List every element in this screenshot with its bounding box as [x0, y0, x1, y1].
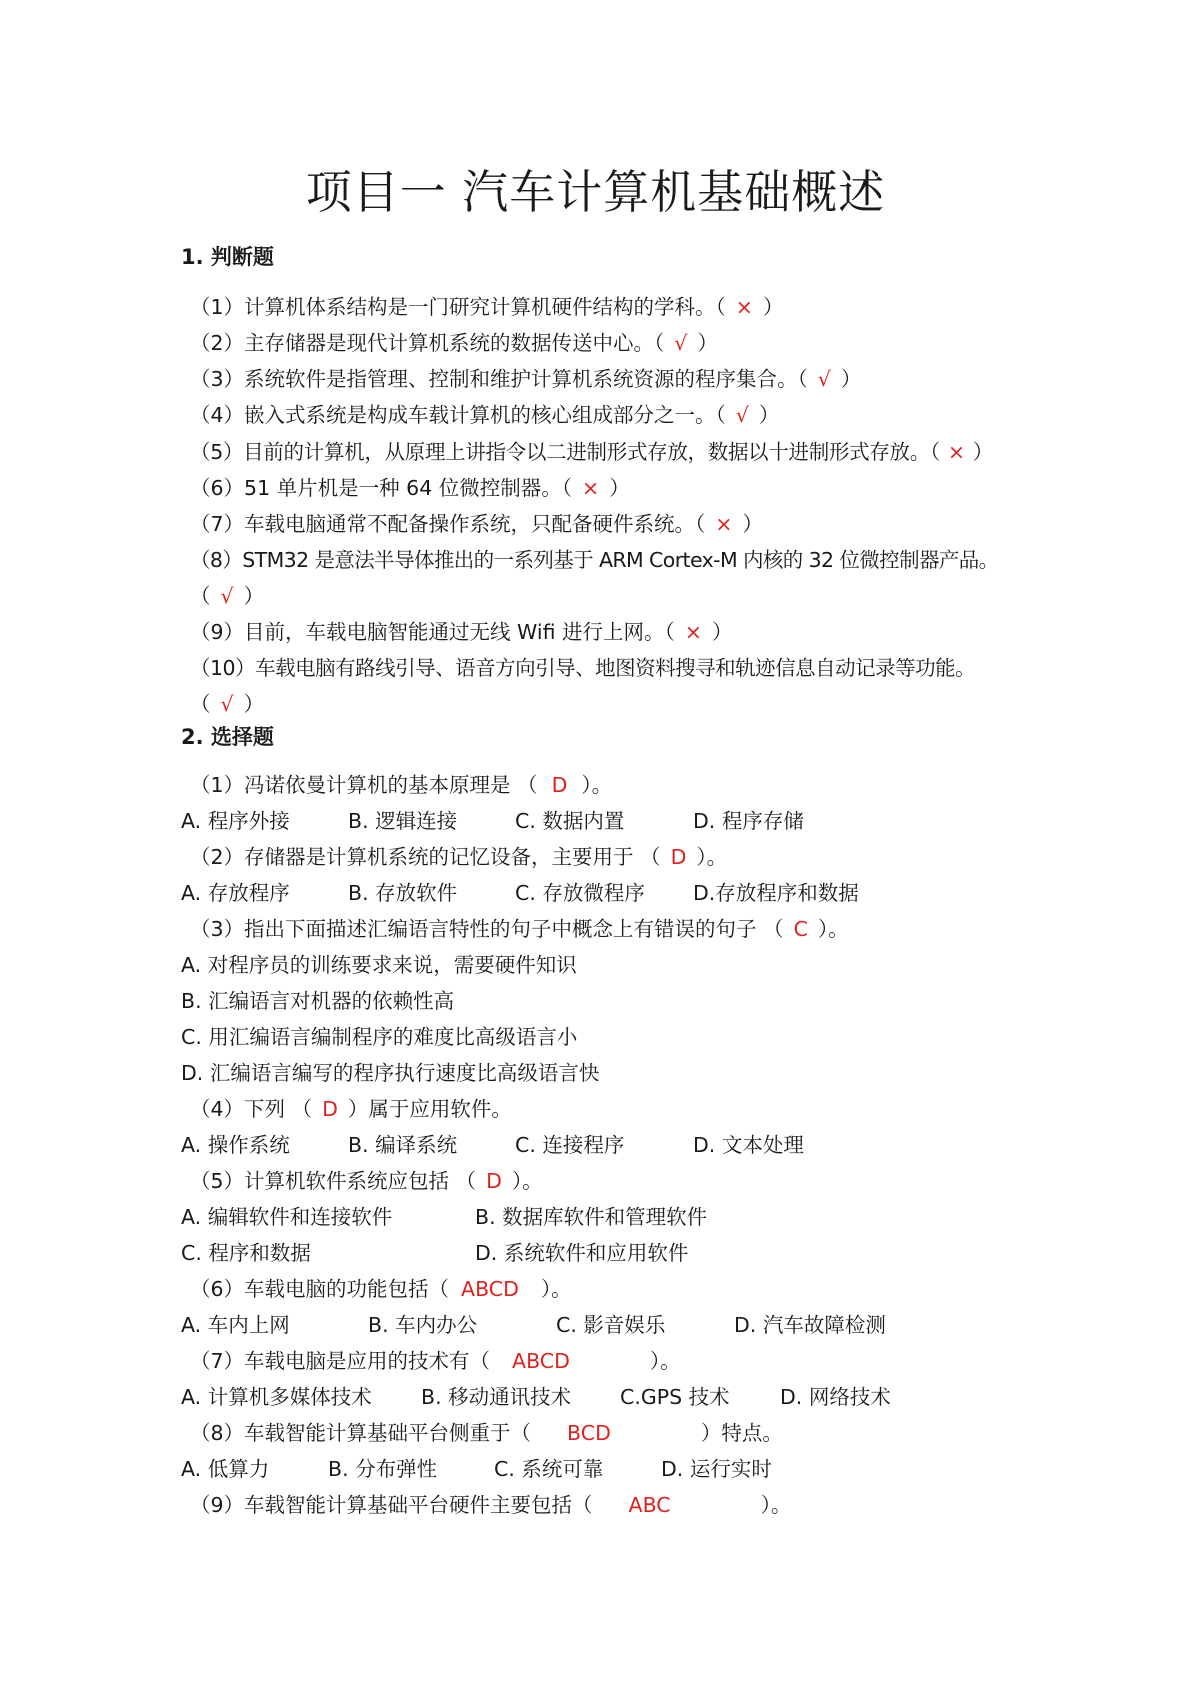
mc-question-6: （6）车载电脑的功能包括（ ABCD ）。: [190, 1277, 572, 1301]
mc6-option-c: C. 影音娱乐: [556, 1313, 666, 1337]
mc-question-3: （3）指出下面描述汇编语言特性的句子中概念上有错误的句子 （ C ）。: [190, 917, 849, 941]
mc2-option-c: C. 存放微程序: [515, 881, 645, 905]
tf-item-6: （6）51 单片机是一种 64 位微控制器。（ × ）: [190, 476, 630, 500]
mc8-option-d: D. 运行实时: [661, 1457, 772, 1481]
tf-item-3: （3）系统软件是指管理、控制和维护计算机系统资源的程序集合。（ √ ）: [190, 367, 862, 391]
mc2-option-d: D.存放程序和数据: [693, 881, 859, 905]
mc4-option-a: A. 操作系统: [181, 1133, 290, 1157]
tf-item-7: （7）车载电脑通常不配备操作系统，只配备硬件系统。（ × ）: [190, 512, 763, 536]
tf-item-9: （9）目前，车载电脑智能通过无线 Wifi 进行上网。（ × ）: [190, 620, 733, 644]
mc1-option-b: B. 逻辑连接: [348, 809, 458, 833]
answer-mark: ×: [947, 440, 965, 464]
tf-item-8-answer: （ √ ）: [190, 584, 265, 608]
mc1-option-a: A. 程序外接: [181, 809, 290, 833]
mc-question-4: （4）下列 （ D ）属于应用软件。: [190, 1097, 512, 1121]
answer-mark: ×: [715, 512, 733, 536]
mc5-option-c: C. 程序和数据: [181, 1241, 311, 1265]
mc3-option-c: C. 用汇编语言编制程序的难度比高级语言小: [181, 1025, 578, 1049]
answer-mark: √: [674, 331, 688, 355]
tf-item-10-answer: （ √ ）: [190, 692, 265, 716]
mc2-option-a: A. 存放程序: [181, 881, 290, 905]
answer-mark: ABC: [628, 1493, 671, 1517]
answer-mark: D: [486, 1169, 502, 1193]
mc-question-5: （5）计算机软件系统应包括 （ D ）。: [190, 1169, 543, 1193]
answer-mark: D: [551, 773, 568, 797]
mc7-option-c: C.GPS 技术: [620, 1385, 730, 1409]
mc8-option-b: B. 分布弹性: [328, 1457, 438, 1481]
answer-mark: ×: [684, 620, 702, 644]
tf-item-8: （8）STM32 是意法半导体推出的一系列基于 ARM Cortex-M 内核的 32 位微控制器产品。: [190, 548, 999, 572]
answer-mark: ×: [582, 476, 600, 500]
mc4-option-d: D. 文本处理: [693, 1133, 804, 1157]
mc1-option-c: C. 数据内置: [515, 809, 625, 833]
mc-question-1: （1）冯诺依曼计算机的基本原理是 （ D ）。: [190, 773, 613, 797]
mc4-option-b: B. 编译系统: [348, 1133, 458, 1157]
mc8-option-a: A. 低算力: [181, 1457, 270, 1481]
answer-mark: BCD: [567, 1421, 611, 1445]
mc3-option-a: A. 对程序员的训练要求来说，需要硬件知识: [181, 953, 577, 977]
answer-mark: C: [793, 917, 808, 941]
answer-mark: ABCD: [512, 1349, 570, 1373]
answer-mark: √: [220, 584, 234, 608]
section-heading-multiple-choice: 2. 选择题: [181, 725, 274, 749]
mc6-option-d: D. 汽车故障检测: [734, 1313, 886, 1337]
answer-mark: D: [670, 845, 687, 869]
mc7-option-a: A. 计算机多媒体技术: [181, 1385, 372, 1409]
mc1-option-d: D. 程序存储: [693, 809, 804, 833]
mc6-option-b: B. 车内办公: [368, 1313, 478, 1337]
mc-question-2: （2）存储器是计算机系统的记忆设备，主要用于 （ D ）。: [190, 845, 728, 869]
tf-item-5: （5）目前的计算机，从原理上讲指令以二进制形式存放，数据以十进制形式存放。（ × ）: [190, 440, 993, 464]
mc3-option-b: B. 汇编语言对机器的依赖性高: [181, 989, 455, 1013]
answer-mark: ×: [735, 295, 753, 319]
tf-item-10: （10）车载电脑有路线引导、语音方向引导、地图资料搜寻和轨迹信息自动记录等功能。: [190, 656, 976, 680]
mc5-option-b: B. 数据库软件和管理软件: [475, 1205, 708, 1229]
section-heading-true-false: 1. 判断题: [181, 245, 274, 269]
mc6-option-a: A. 车内上网: [181, 1313, 290, 1337]
answer-mark: √: [735, 403, 749, 427]
mc2-option-b: B. 存放软件: [348, 881, 458, 905]
page-title: 项目一 汽车计算机基础概述: [305, 165, 886, 219]
tf-item-4: （4）嵌入式系统是构成车载计算机的核心组成部分之一。（ √ ）: [190, 403, 780, 427]
mc-question-8: （8）车载智能计算基础平台侧重于（ BCD ）特点。: [190, 1421, 783, 1445]
mc3-option-d: D. 汇编语言编写的程序执行速度比高级语言快: [181, 1061, 600, 1085]
tf-item-2: （2）主存储器是现代计算机系统的数据传送中心。（ √ ）: [190, 331, 718, 355]
mc8-option-c: C. 系统可靠: [494, 1457, 604, 1481]
answer-mark: ABCD: [461, 1277, 519, 1301]
answer-mark: √: [817, 367, 831, 391]
tf-item-1: （1）计算机体系结构是一门研究计算机硬件结构的学科。（ × ）: [190, 295, 784, 319]
answer-mark: D: [322, 1097, 338, 1121]
mc7-option-b: B. 移动通讯技术: [421, 1385, 572, 1409]
mc-question-9: （9）车载智能计算基础平台硬件主要包括（ ABC ）。: [190, 1493, 792, 1517]
answer-mark: √: [220, 692, 234, 716]
mc5-option-a: A. 编辑软件和连接软件: [181, 1205, 393, 1229]
mc5-option-d: D. 系统软件和应用软件: [475, 1241, 689, 1265]
mc7-option-d: D. 网络技术: [780, 1385, 891, 1409]
mc-question-7: （7）车载电脑是应用的技术有（ ABCD ）。: [190, 1349, 681, 1373]
mc4-option-c: C. 连接程序: [515, 1133, 625, 1157]
